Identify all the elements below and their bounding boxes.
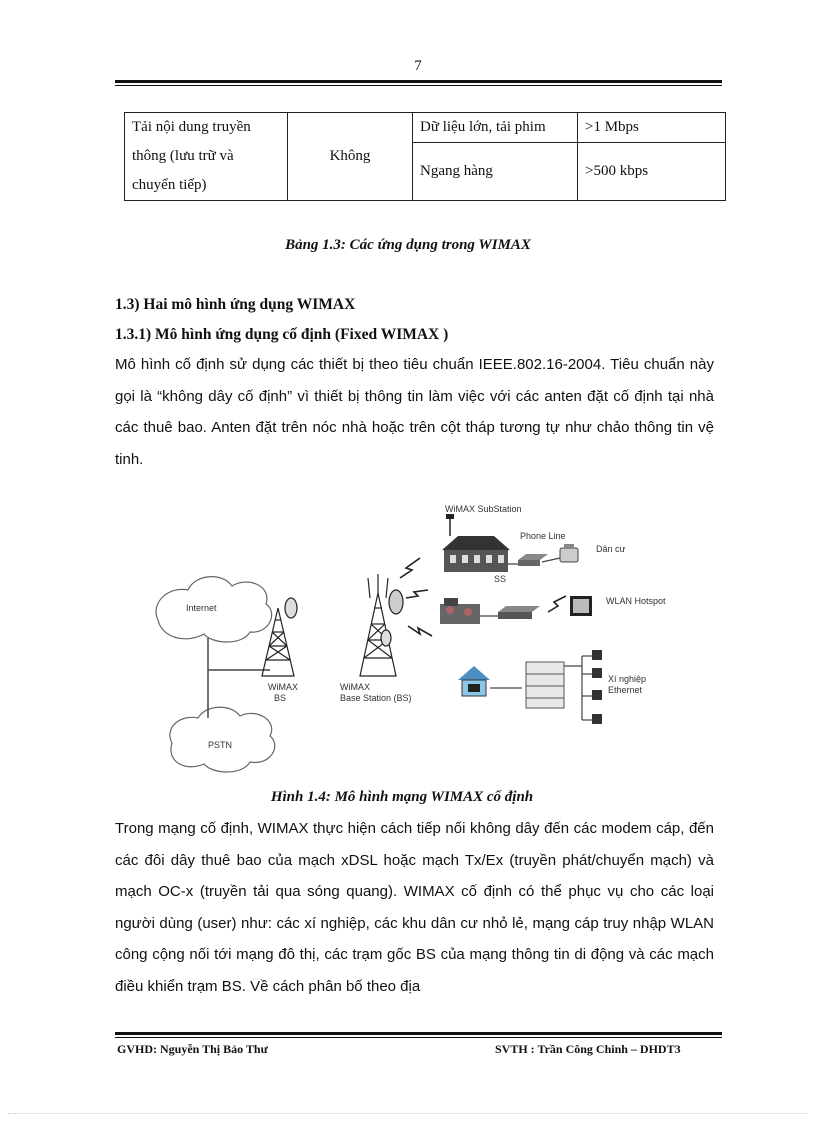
cell-line: Tải nội dung truyền [132, 119, 251, 135]
pstn-label: PSTN [208, 740, 233, 750]
wimax-bs-label-1: WiMAX [268, 682, 298, 692]
wimax-bs-label-2: BS [274, 693, 287, 703]
header-rule-thin [115, 85, 722, 86]
table-caption: Bảng 1.3: Các ứng dụng trong WIMAX [285, 237, 531, 253]
dan-cu-label: Dân cư [596, 544, 626, 554]
pstn-cloud-icon [170, 707, 275, 772]
internet-label: Internet [186, 603, 217, 613]
footer-rule [115, 1032, 722, 1035]
page-edge-dotline [8, 1113, 808, 1114]
table-cell-application [125, 113, 288, 201]
section-heading: 1.3) Hai mô hình ứng dụng WIMAX [115, 296, 356, 313]
table-row [125, 113, 726, 143]
substation-label: WiMAX SubStation [445, 504, 522, 514]
laptop-icon [570, 596, 592, 616]
ss-label: SS [494, 574, 507, 584]
telephone-icon [560, 544, 578, 562]
paragraph-fixed-network: Trong mạng cố định, WIMAX thực hiện cách tiếp nối không dây đến các modem cáp, đến các đôi dây thuê bao của mạch xDSL hoặc mạch Tx/Ex (truyền phát/chuyển mạch) và mạch OC-x (truyền tải qua sóng quang). WIMAX cố định có thể phục vụ cho các loại người dùng (user) như: các xí nghiệp, các khu dân cư nhỏ lẻ, mạng cáp truy nhập WLAN công cộng nối tới mạng đô thị, các trạm gốc BS của mạng thông tin di động và các mạch điều khiển trạm BS. Về cách phân bố theo địa [115, 820, 714, 995]
ethernet-links [564, 656, 592, 720]
footer-student: SVTH : Trần Công Chinh – DHDT3 [495, 1042, 681, 1056]
hotspot-building-icon [440, 598, 480, 624]
xi-nghiep-label: Xí nghiệp [608, 674, 647, 684]
internet-cloud-icon [156, 577, 272, 642]
cell-line: thông (lưu trữ và [132, 148, 234, 164]
applications-table [124, 112, 726, 201]
server-rack-icon [526, 662, 564, 708]
page-number: 7 [414, 58, 422, 74]
table-cell-rate: >500 kbps [578, 143, 726, 201]
wimax-fixed-network-diagram [150, 498, 710, 783]
modem-icon [518, 554, 548, 566]
wlan-label: WLAN Hotspot [606, 596, 666, 606]
enterprise-house-icon [458, 666, 490, 696]
paragraph-fixed-model: Mô hình cố định sử dụng các thiết bị theo tiêu chuẩn IEEE.802.16-2004. Tiêu chuẩn này gọi là “không dây cố định” vì thiết bị thông tin làm việc với các anten đặt cố định tại nhà các thuê bao. Anten đặt trên nóc nhà hoặc trên cột tháp tương tự như chảo thông tin vệ tinh. [115, 356, 714, 468]
footer-supervisor: GVHD: Nguyễn Thị Bảo Thư [117, 1042, 268, 1056]
ethernet-label: Ethernet [608, 685, 643, 695]
access-point-icon [498, 606, 540, 619]
cell-line: chuyển tiếp) [132, 177, 207, 193]
table-cell-type: Ngang hàng [413, 143, 578, 201]
base-station-tower-icon [360, 574, 403, 676]
table-cell-realtime: Không [288, 113, 413, 201]
footer-rule-thin [115, 1037, 722, 1038]
base-station-label-2: Base Station (BS) [340, 693, 412, 703]
computer-icon [592, 650, 602, 724]
substation-house-icon [442, 514, 510, 572]
table-cell-rate: >1 Mbps [578, 113, 726, 143]
phone-line-label: Phone Line [520, 531, 566, 541]
header-rule [115, 80, 722, 83]
table-cell-type: Dữ liệu lớn, tải phim [413, 113, 578, 143]
base-station-label-1: WiMAX [340, 682, 370, 692]
network-links [208, 638, 270, 718]
subsection-heading: 1.3.1) Mô hình ứng dụng cố định (Fixed WIMAX ) [115, 326, 449, 343]
figure-caption: Hình 1.4: Mô hình mạng WIMAX cố định [270, 789, 534, 805]
